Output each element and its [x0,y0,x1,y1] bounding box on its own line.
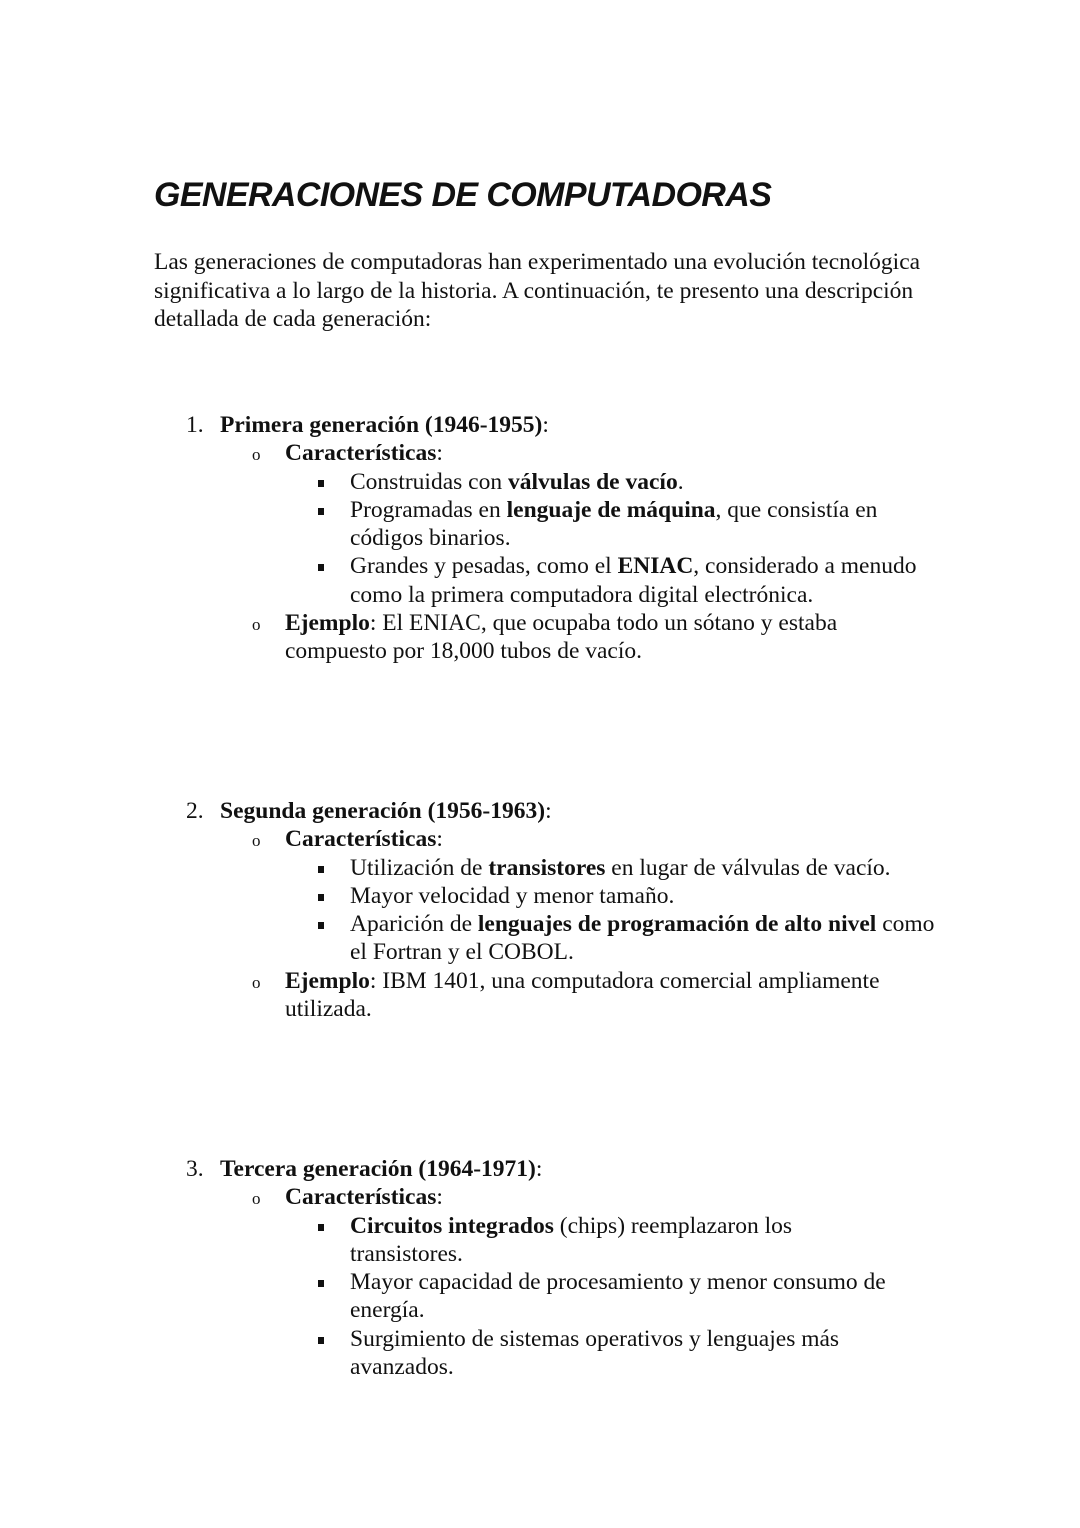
example-item [0,609,1080,666]
square-bullet-icon [318,480,324,487]
feature-list [0,854,1080,967]
square-bullet-icon [318,1337,324,1344]
generation-section-3 [0,1155,1080,1381]
circle-bullet-icon: o [252,615,261,635]
circle-bullet-icon: o [252,445,261,465]
generation-section-1 [0,411,1080,666]
square-bullet-icon [318,922,324,929]
features-label: Características [285,826,437,853]
feature-item: Grandes y pesadas, como el ENIAC, considerado a menudo como la primera computadora digital electrónica. [0,552,1080,609]
generation-heading [0,797,1080,825]
features-item: o Características: [0,825,1080,853]
square-bullet-icon [318,894,324,901]
list-number: 1. [186,412,204,438]
feature-item: Utilización de transistores en lugar de válvulas de vacío. [0,854,1080,882]
features-item: o Características: [0,439,1080,467]
circle-bullet-icon: o [252,1189,261,1209]
feature-item: Mayor capacidad de procesamiento y menor consumo de energía. [0,1268,1080,1325]
square-bullet-icon [318,1280,324,1287]
feature-item: Circuitos integrados (chips) reemplazaron los transistores. [0,1212,1080,1269]
circle-bullet-icon: o [252,831,261,851]
square-bullet-icon [318,564,324,571]
generation-title: Primera generación (1946-1955): [220,412,549,438]
square-bullet-icon [318,1224,324,1231]
list-number: 3. [186,1156,204,1182]
feature-list [0,468,1080,609]
circle-bullet-icon: o [252,972,261,992]
feature-list [0,1212,1080,1382]
feature-item: Mayor velocidad y menor tamaño. [0,882,1080,910]
intro-paragraph: Las generaciones de computadoras han experimentado una evolución tecnológica significativa a lo largo de la historia. A continuación, te presento una descripción detallada de cada generación: [154,249,921,332]
generation-title: Segunda generación (1956-1963): [220,798,552,824]
feature-item: Programadas en lenguaje de máquina, que consistía en códigos binarios. [0,496,1080,553]
feature-item: Construidas con válvulas de vacío. [0,468,1080,496]
example-text: : IBM 1401, una computadora comercial ampliamente utilizada. [285,967,880,1023]
features-label: Características [285,1184,437,1211]
example-item [0,967,1080,1024]
feature-item: Surgimiento de sistemas operativos y lenguajes más avanzados. [0,1325,1080,1382]
square-bullet-icon [318,866,324,873]
generation-title: Tercera generación (1964-1971): [220,1156,543,1182]
example-label: Ejemplo [285,610,370,637]
example-label: Ejemplo [285,967,370,994]
features-label: Características [285,440,437,467]
features-item: o Características: [0,1183,1080,1211]
square-bullet-icon [318,508,324,515]
example-text: : El ENIAC, que ocupaba todo un sótano y estaba compuesto por 18,000 tubos de vacío. [285,610,838,665]
generation-section-2 [0,797,1080,1023]
feature-item: Aparición de lenguajes de programación de alto nivel como el Fortran y el COBOL. [0,910,1080,967]
generation-heading [0,411,1080,439]
list-number: 2. [186,798,204,824]
page-title: GENERACIONES DE COMPUTADORAS [154,176,772,214]
generation-heading [0,1155,1080,1183]
